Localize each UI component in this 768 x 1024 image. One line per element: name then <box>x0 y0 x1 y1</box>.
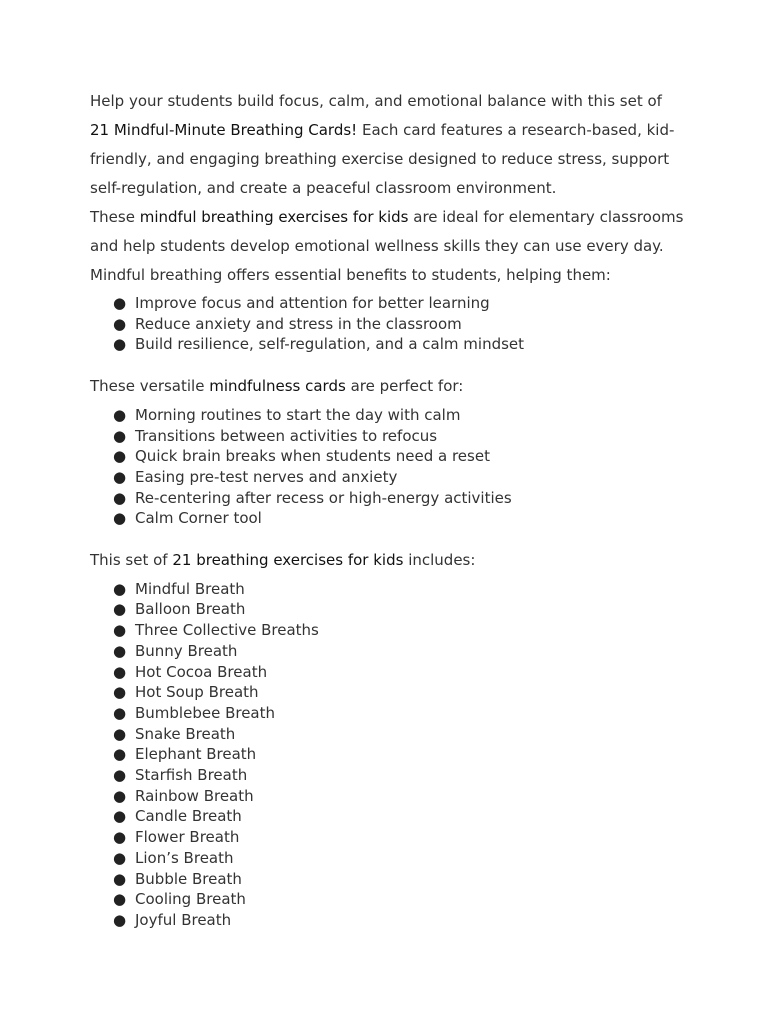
bullet-icon: ● <box>113 335 127 354</box>
bullet-icon: ● <box>113 447 127 466</box>
bullet-icon: ● <box>113 724 127 743</box>
list-item: ● Starfish Breath <box>113 766 248 785</box>
keyword-link: mindful breathing exercises for kids <box>139 208 409 226</box>
list-item: ● Elephant Breath <box>113 745 257 764</box>
list-item: ● Hot Soup Breath <box>113 683 259 702</box>
bullet-icon: ● <box>113 405 127 424</box>
bullet-icon: ● <box>113 869 127 888</box>
bullet-icon: ● <box>113 766 127 785</box>
list-item: ● Improve focus and attention for better learning <box>113 294 490 312</box>
list-item: ● Lion’s Breath <box>113 848 234 867</box>
list-item: ● Candle Breath <box>113 807 242 826</box>
intro-paragraph-1 <box>90 87 690 203</box>
uses-lead: These versatile mindfulness cards are perfect for: <box>90 377 464 396</box>
bullet-icon: ● <box>113 786 127 805</box>
bullet-icon: ● <box>113 467 127 486</box>
bullet-icon: ● <box>113 683 127 702</box>
list-item: ● Three Collective Breaths <box>113 621 319 640</box>
bullet-icon: ● <box>113 828 127 847</box>
list-item: ● Joyful Breath <box>113 910 232 929</box>
list-item: ● Bunny Breath <box>113 641 238 660</box>
list-item: ● Cooling Breath <box>113 890 246 909</box>
keyword-link: mindfulness cards <box>209 377 346 396</box>
list-item: ● Reduce anxiety and stress in the classroom <box>113 314 462 333</box>
list-item: ● Easing pre-test nerves and anxiety <box>113 467 398 486</box>
list-item: ● Quick brain breaks when students need a reset <box>113 447 490 466</box>
benefits-lead: Mindful breathing offers essential benefits to students, helping them: <box>90 266 611 284</box>
bullet-icon: ● <box>113 807 127 826</box>
list-item: ● Bubble Breath <box>113 869 242 888</box>
intro-text: Help your students build focus, calm, and emotional balance with this set of <box>90 92 662 110</box>
intro-paragraph-2 <box>90 203 690 261</box>
bullet-icon: ● <box>113 314 127 333</box>
list-item: ● Calm Corner tool <box>113 509 262 528</box>
list-item: ● Flower Breath <box>113 828 240 847</box>
list-item: ● Balloon Breath <box>113 600 246 619</box>
bullet-icon: ● <box>113 641 127 660</box>
bullet-icon: ● <box>113 600 127 619</box>
product-name-link: 21 Mindful-Minute Breathing Cards! <box>90 121 358 139</box>
bullet-icon: ● <box>113 703 127 722</box>
bullet-icon: ● <box>113 488 127 507</box>
list-item: ● Re-centering after recess or high-energy activities <box>113 488 512 507</box>
bullet-icon: ● <box>113 579 127 598</box>
bullet-icon: ● <box>113 910 127 929</box>
includes-lead: This set of 21 breathing exercises for kids includes: <box>90 551 476 570</box>
list-item: ● Rainbow Breath <box>113 786 254 805</box>
bullet-icon: ● <box>113 509 127 528</box>
intro-text: are ideal for elementary classrooms and help students develop emotional wellness skills they can use every day. <box>90 208 684 255</box>
list-item: ● Build resilience, self-regulation, and a calm mindset <box>113 335 525 354</box>
bullet-icon: ● <box>113 848 127 867</box>
list-item: ● Snake Breath <box>113 724 236 743</box>
exercises-list <box>90 579 690 931</box>
benefits-list <box>90 293 690 355</box>
bullet-icon: ● <box>113 621 127 640</box>
intro-text: Each card features a research-based, kid-friendly, and engaging breathing exercise designed to reduce stress, support self-regulation, and create a peaceful classroom environment. <box>90 121 675 197</box>
bullet-icon: ● <box>113 890 127 909</box>
keyword-link: 21 breathing exercises for kids <box>172 551 404 570</box>
list-item: ● Bumblebee Breath <box>113 703 276 722</box>
document-body <box>90 87 690 931</box>
list-item: ● Morning routines to start the day with calm <box>113 405 461 424</box>
bullet-icon: ● <box>113 294 127 312</box>
list-item: ● Mindful Breath <box>113 579 245 598</box>
intro-text: These <box>90 208 135 226</box>
bullet-icon: ● <box>113 662 127 681</box>
uses-list <box>90 405 690 529</box>
list-item: ● Hot Cocoa Breath <box>113 662 268 681</box>
bullet-icon: ● <box>113 426 127 445</box>
list-item: ● Transitions between activities to refocus <box>113 426 438 445</box>
bullet-icon: ● <box>113 745 127 764</box>
